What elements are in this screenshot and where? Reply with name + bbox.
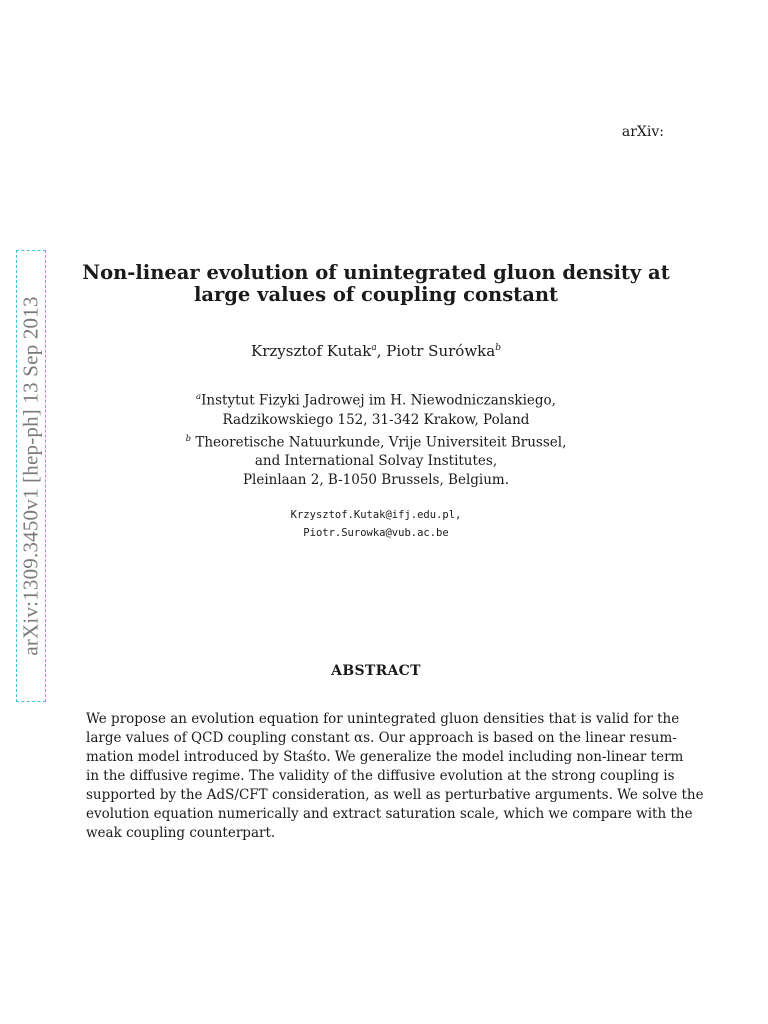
author-affil-mark-1: a (371, 343, 377, 353)
author-separator: , (376, 342, 387, 360)
abstract-line: mation model introduced by Staśto. We generalize the model including non-linear term (86, 749, 684, 765)
affiliation-a-line-1: $^a$Instytut Fizyki Jadrowej im H. Niewodniczanskiego, (196, 392, 556, 409)
abstract-line: in the diffusive regime. The validity of the diffusive evolution at the strong coupling is (86, 768, 675, 784)
abstract-line: weak coupling counterpart. (86, 825, 276, 841)
abstract-body (86, 710, 704, 843)
author-list (120, 342, 632, 360)
affiliation-b-line-3: Pleinlaan 2, B-1050 Brussels, Belgium. (242, 472, 510, 488)
author-name-2: Piotr Surówka (386, 342, 496, 360)
affiliation-b-line-1: $^b$ Theoretische Natuurkunde, Vrije Universiteit Brussel, (185, 433, 567, 450)
author-name-1: Krzysztof Kutak (251, 342, 372, 360)
arxiv-identifier: arXiv:1309.3450v1 [hep-ph] 13 Sep 2013 (18, 296, 43, 656)
author-affil-mark-2: b (495, 343, 501, 353)
affiliation-a-mark: a (196, 392, 202, 402)
abstract-line: supported by the AdS/CFT consideration, as well as perturbative arguments. We solve the (86, 787, 704, 803)
abstract-line: large values of QCD coupling constant αs. Our approach is based on the linear resum- (86, 730, 677, 746)
affiliation-b-mark: b (185, 433, 192, 444)
arxiv-label: arXiv: (621, 124, 664, 140)
paper-title (60, 262, 692, 306)
email-2[interactable]: Piotr.Surowka@vub.ac.be (303, 527, 449, 539)
affiliation-b-line-2: and International Solvay Institutes, (254, 453, 498, 469)
affiliations (120, 388, 632, 490)
affiliation-a-line-2: Radzikowskiego 152, 31-342 Krakow, Poland (222, 411, 530, 428)
abstract-line: evolution equation numerically and extract saturation scale, which we compare with the (86, 806, 693, 822)
author-emails (120, 506, 632, 542)
abstract-line: We propose an evolution equation for unintegrated gluon densities that is valid for the (86, 711, 680, 727)
arxiv-side-stamp (16, 250, 46, 702)
email-1[interactable]: Krzysztof.Kutak@ifj.edu.pl, (290, 509, 462, 521)
abstract-heading: ABSTRACT (331, 663, 421, 679)
title-line-2: large values of coupling constant (193, 283, 559, 306)
title-line-1: Non-linear evolution of unintegrated gluon density at (82, 261, 670, 284)
